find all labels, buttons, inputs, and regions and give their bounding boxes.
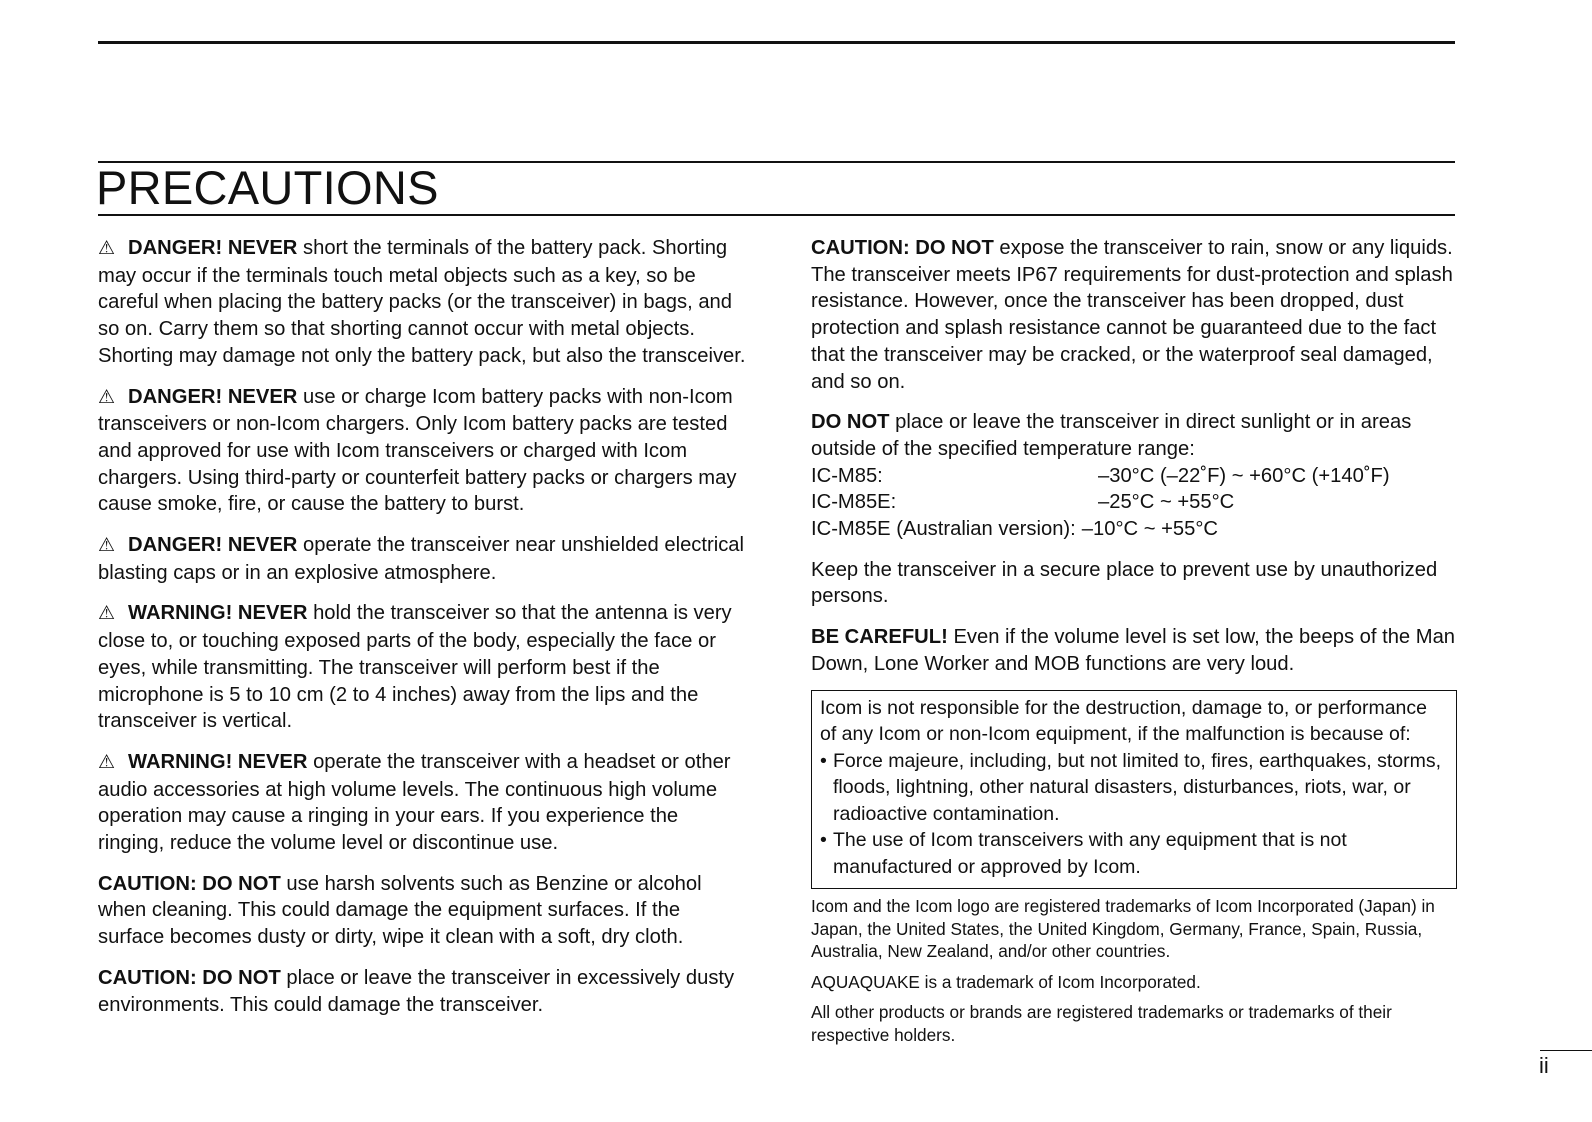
temperature-model: IC-M85E (Australian version): <box>811 518 1076 541</box>
precaution-label: WARNING! <box>128 750 233 773</box>
left-column <box>98 235 748 1032</box>
temperature-range: –25°C ~ +55°C <box>1098 491 1235 514</box>
precaution-text: use harsh solvents such as Benzine or alcohol when cleaning. This could damage the equipment surfaces. If the surface becomes dusty or dirty, wipe it clean with a soft, dry cloth. <box>98 872 702 949</box>
precaution-label: BE CAREFUL! <box>811 626 948 649</box>
precaution-keyword: DO NOT <box>915 237 994 259</box>
be-careful-volume <box>811 624 1457 677</box>
danger-battery-short <box>98 235 748 370</box>
precaution-label: DANGER! <box>128 237 223 259</box>
bullet-icon: • <box>820 829 827 852</box>
temperature-precaution <box>811 409 1457 543</box>
bullet-text: Force majeure, including, but not limited to, fires, earthquakes, storms, floods, lightning, other natural disasters, disturbances, riots, war, or radioactive contamination. <box>833 749 1442 825</box>
warning-triangle-icon: ⚠ <box>98 603 116 625</box>
danger-blasting-caps <box>98 532 748 586</box>
precaution-text: place or leave the transceiver in direct sunlight or in areas outside of the specified temperature range: <box>811 411 1412 460</box>
precaution-keyword: DO NOT <box>202 872 281 895</box>
precaution-label: CAUTION: <box>98 966 197 989</box>
page-number-rule <box>1540 1050 1592 1051</box>
bullet-icon: • <box>820 749 827 772</box>
bullet-text: The use of Icom transceivers with any equipment that is not manufactured or approved by Icom. <box>833 829 1347 878</box>
disclaimer-bullet <box>820 748 1448 828</box>
disclaimer-bullet <box>820 827 1448 880</box>
precaution-text: Even if the volume level is set low, the beeps of the Man Down, Lone Worker and MOB functions are very loud. <box>811 626 1456 675</box>
temperature-row <box>811 463 1457 490</box>
precaution-keyword: NEVER <box>227 385 298 408</box>
temperature-range: –10°C ~ +55°C <box>1081 518 1219 541</box>
precaution-keyword: DO NOT <box>811 411 890 434</box>
precaution-text: Keep the transceiver in a secure place to prevent use by unauthorized persons. <box>811 558 1438 608</box>
warning-antenna <box>98 600 748 735</box>
precaution-label: CAUTION: <box>811 237 910 259</box>
precaution-text: place or leave the transceiver in excessively dusty environments. This could damage the transceiver. <box>98 966 735 1016</box>
temperature-model: IC-M85: <box>811 464 883 487</box>
header-rule <box>98 41 1455 44</box>
temperature-range: –30°C (–22˚F) ~ +60°C (+140˚F) <box>1098 464 1390 487</box>
precaution-text: operate the transceiver with a headset or other audio accessories at high volume levels. The continuous high volume operation may cause a ringing in your ears. If you experience the ringing, reduce the volume level or discontinue use. <box>98 750 731 855</box>
right-column <box>811 235 1457 1054</box>
precaution-keyword: NEVER <box>237 602 308 625</box>
precaution-text: short the terminals of the battery pack. Shorting may occur if the terminals touch metal objects such as a key, so be careful when placing the battery packs (or the transceiver) in bags, and so on. Carry them so that shorting cannot occur with metal objects. Shorting may damage not only the battery pack, but also the transceiver. <box>98 237 746 367</box>
secure-place-note <box>811 557 1457 610</box>
precaution-text: operate the transceiver near unshielded electrical blasting caps or in an explosive atmosphere. <box>98 534 745 584</box>
warning-headset <box>98 749 748 857</box>
page-number: ii <box>1539 1053 1549 1078</box>
caution-dusty <box>98 965 748 1018</box>
trademark-note: All other products or brands are registered trademarks or trademarks of their respective holders. <box>811 1002 1392 1045</box>
danger-battery-charge <box>98 384 748 519</box>
precaution-label: DANGER! <box>128 385 223 408</box>
temperature-model: IC-M85E: <box>811 491 897 514</box>
precaution-text: use or charge Icom battery packs with non-Icom transceivers or non-Icom chargers. Only Icom battery packs are tested and approved for use with Icom transceivers or charged with Icom chargers. Using third-party or counterfeit battery packs or chargers may cause smoke, fire, or cause the battery to burst. <box>98 385 737 516</box>
disclaimer-intro: Icom is not responsible for the destruction, damage to, or performance of any Icom or non-Icom equipment, if the malfunction is because of: <box>820 696 1427 746</box>
precaution-label: WARNING! <box>128 602 233 625</box>
warning-triangle-icon: ⚠ <box>98 535 116 557</box>
warning-triangle-icon: ⚠ <box>98 386 116 408</box>
precaution-keyword: NEVER <box>227 534 298 557</box>
disclaimer-box <box>811 690 1457 890</box>
precaution-label: CAUTION: <box>98 872 197 895</box>
temperature-row <box>811 516 1457 543</box>
precaution-keyword: NEVER <box>237 750 308 773</box>
caution-liquids <box>811 235 1457 395</box>
temperature-row <box>811 489 1457 516</box>
trademark-note: Icom and the Icom logo are registered trademarks of Icom Incorporated (Japan) in Japan, the United States, the United Kingdom, Germany, France, Spain, Russia, Australia, New Zealand, and/or other countries. <box>811 896 1435 962</box>
precaution-label: DANGER! <box>128 534 223 557</box>
caution-solvents <box>98 871 748 951</box>
title-rule-bottom <box>98 214 1455 216</box>
warning-triangle-icon: ⚠ <box>98 238 116 259</box>
page-title: PRECAUTIONS <box>96 161 439 214</box>
warning-triangle-icon: ⚠ <box>98 751 116 773</box>
precaution-keyword: NEVER <box>227 237 298 259</box>
trademark-note: AQUAQUAKE is a trademark of Icom Incorporated. <box>811 971 1201 992</box>
precaution-text: hold the transceiver so that the antenna is very close to, or touching exposed parts of the body, especially the face or eyes, while transmitting. The transceiver will perform best if the microphone is 5 to 10 cm (2 to 4 inches) away from the lips and the transceiver is vertical. <box>98 602 732 733</box>
precaution-keyword: DO NOT <box>202 966 281 989</box>
precaution-text: expose the transceiver to rain, snow or any liquids. The transceiver meets IP67 requirements for dust-protection and splash resistance. However, once the transceiver has been dropped, dust protection and splash resistance cannot be guaranteed due to the fact that the transceiver may be cracked, or the waterproof seal damaged, and so on. <box>811 237 1453 393</box>
